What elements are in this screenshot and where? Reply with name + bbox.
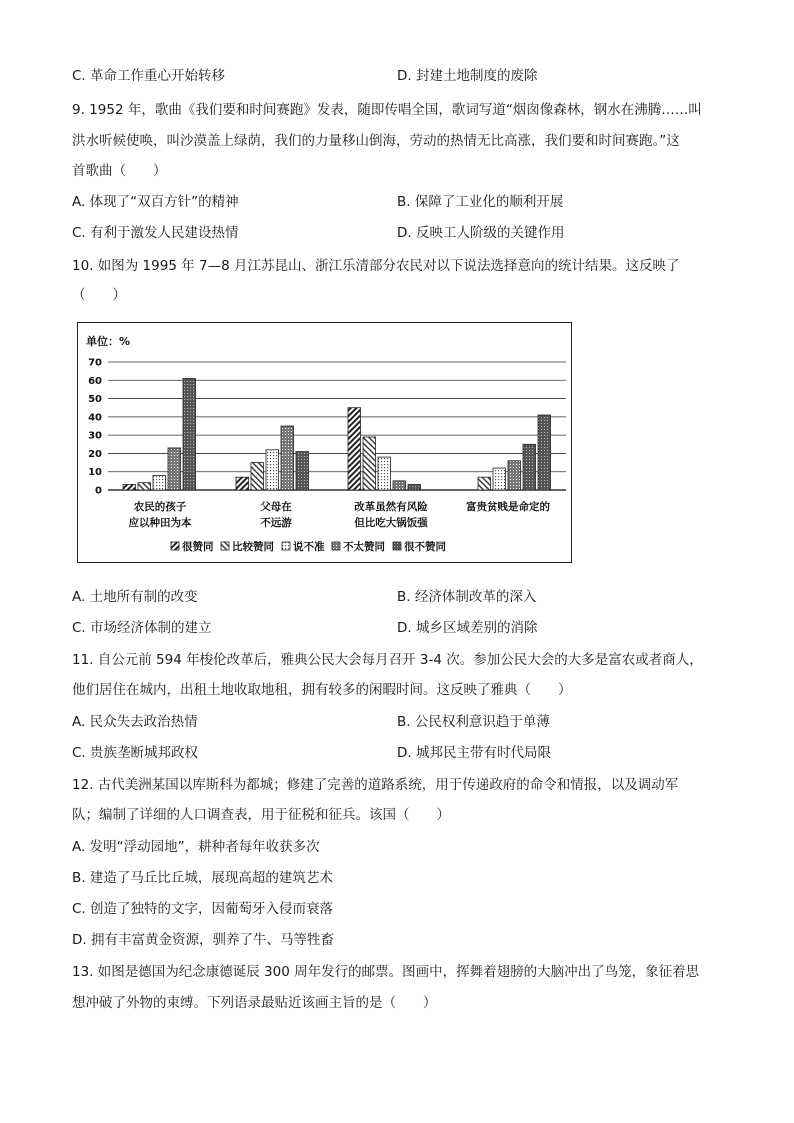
category-label: 不远游: [260, 517, 292, 529]
bar: [296, 452, 309, 490]
bar: [393, 481, 406, 490]
bar: [478, 477, 491, 490]
q12-option-b: B. 建造了马丘比丘城，展现高超的建筑艺术: [72, 870, 333, 886]
legend-label: 不太赞同: [343, 541, 385, 553]
q11-option-a: A. 民众失去政治热情: [72, 714, 198, 730]
legend-label: 说不准: [293, 541, 325, 553]
y-tick-label: 70: [88, 357, 102, 369]
bar: [493, 468, 506, 490]
y-tick-label: 60: [88, 375, 102, 387]
bar: [508, 461, 521, 490]
q12-stem-line-2: 队；编制了详细的人口调查表，用于征税和征兵。该国（ ）: [72, 807, 450, 823]
bar: [281, 426, 294, 490]
q11-option-b: B. 公民权利意识趋于单薄: [397, 714, 550, 730]
legend-label: 比较赞同: [232, 541, 274, 553]
bar: [236, 477, 249, 490]
bar: [523, 444, 536, 490]
legend-swatch: [393, 542, 401, 550]
q12-option-c: C. 创造了独特的文字，因葡萄牙入侵而衰落: [72, 901, 334, 917]
q10-option-c: C. 市场经济体制的建立: [72, 620, 212, 636]
bar: [266, 450, 279, 490]
q12-option-a: A. 发明“浮动园地”，耕种者每年收获多次: [72, 839, 320, 855]
category-label: 改革虽然有风险: [354, 501, 428, 513]
y-tick-label: 30: [88, 430, 102, 442]
y-tick-label: 20: [88, 448, 102, 460]
q12-option-d: D. 拥有丰富黄金资源，驯养了牛、马等牲畜: [72, 932, 334, 948]
q9-option-c: C. 有利于激发人民建设热情: [72, 225, 239, 241]
category-label: 农民的孩子: [133, 501, 187, 513]
q10-option-a: A. 土地所有制的改变: [72, 589, 198, 605]
bar: [363, 437, 376, 490]
q9-stem-line-2: 洪水听候使唤，叫沙漠盖上绿荫，我们的力量移山倒海，劳动的热情无比高涨，我们要和时间赛跑。”这: [72, 133, 680, 149]
q11-stem-line-2: 他们居住在城内，出租土地收取地租，拥有较多的闲暇时间。这反映了雅典（ ）: [72, 682, 572, 698]
bar: [251, 463, 264, 490]
category-label: 父母在: [260, 501, 292, 513]
legend-swatch: [221, 542, 229, 550]
q10-option-d: D. 城乡区域差别的消除: [397, 620, 538, 636]
y-tick-label: 0: [95, 485, 102, 497]
q8-option-d: D. 封建土地制度的废除: [397, 68, 538, 84]
legend-swatch: [332, 542, 340, 550]
bar: [378, 457, 391, 490]
category-label: 应以种田为本: [128, 517, 192, 529]
y-tick-label: 50: [88, 394, 102, 406]
y-tick-label: 10: [88, 467, 102, 479]
bar: [168, 448, 181, 490]
q13-stem-line-2: 想冲破了外物的束缚。下列语录最贴近该画主旨的是（ ）: [72, 995, 437, 1011]
q10-stem-line-2: （ ）: [72, 287, 126, 303]
q8-option-c: C. 革命工作重心开始转移: [72, 68, 226, 84]
legend-label: 很不赞同: [404, 541, 446, 553]
q12-stem-line-1: 12. 古代美洲某国以库斯科为都城；修建了完善的道路系统，用于传递政府的命令和情报，以及调动军: [72, 777, 679, 793]
bar: [153, 475, 166, 490]
bar: [348, 408, 361, 490]
q9-option-a: A. 体现了“双百方针”的精神: [72, 194, 239, 210]
chart-unit-label: 单位：%: [86, 335, 131, 348]
q9-stem-line-1: 9. 1952 年，歌曲《我们要和时间赛跑》发表，随即传唱全国，歌词写道“烟囱像森林，钢水在沸腾……叫: [72, 102, 702, 118]
survey-bar-chart: [77, 322, 572, 563]
q10-option-b: B. 经济体制改革的深入: [397, 589, 537, 605]
category-label: 但比吃大锅饭强: [354, 517, 428, 529]
category-label: 富贵贫贱是命定的: [466, 501, 550, 513]
bar: [183, 378, 196, 490]
legend-label: 很赞同: [182, 541, 214, 553]
q10-stem-line-1: 10. 如图为 1995 年 7—8 月江苏昆山、浙江乐清部分农民对以下说法选择意向的统计结果。这反映了: [72, 258, 680, 274]
bar: [408, 485, 421, 490]
y-tick-label: 40: [88, 412, 102, 424]
chart-canvas: [78, 323, 573, 564]
legend-swatch: [282, 542, 290, 550]
bar: [538, 415, 551, 490]
bar: [123, 485, 136, 490]
q9-stem-line-3: 首歌曲（ ）: [72, 163, 167, 179]
q11-option-d: D. 城邦民主带有时代局限: [397, 745, 551, 761]
q11-stem-line-1: 11. 自公元前 594 年梭伦改革后，雅典公民大会每月召开 3-4 次。参加公民大会的大多是富农或者商人，: [72, 652, 703, 668]
bar: [138, 483, 151, 490]
q13-stem-line-1: 13. 如图是德国为纪念康德诞辰 300 周年发行的邮票。图画中，挥舞着翅膀的大脑冲出了鸟笼，象征着思: [72, 964, 700, 980]
legend-swatch: [171, 542, 179, 550]
q11-option-c: C. 贵族垄断城邦政权: [72, 745, 199, 761]
q9-option-d: D. 反映工人阶级的关键作用: [397, 225, 565, 241]
q9-option-b: B. 保障了工业化的顺利开展: [397, 194, 564, 210]
